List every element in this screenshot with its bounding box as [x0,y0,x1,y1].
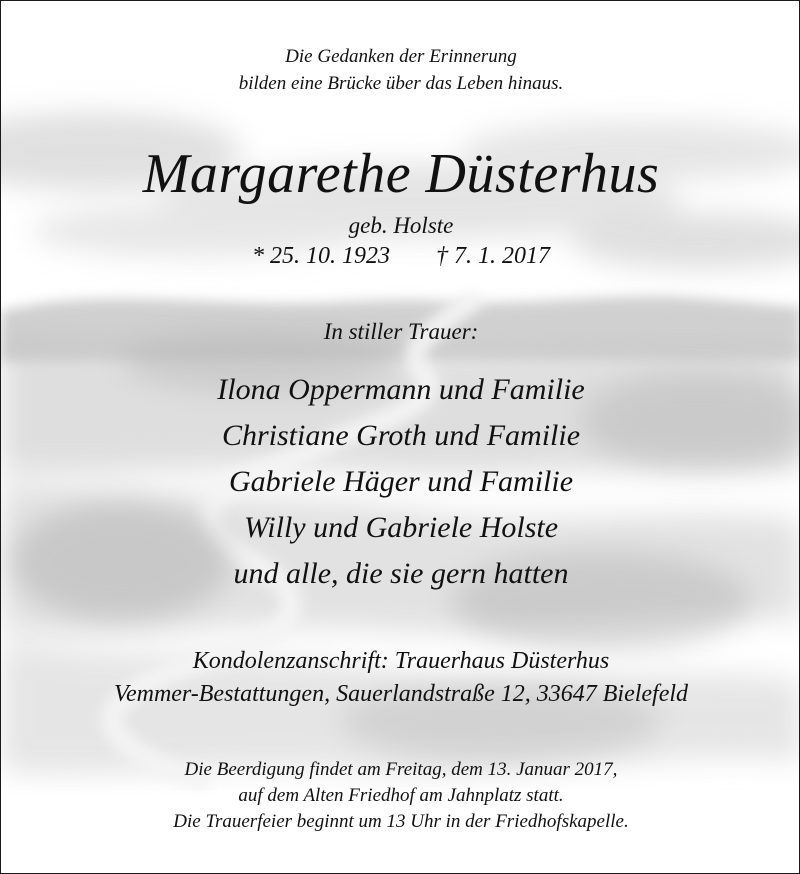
funeral-line-2: auf dem Alten Friedhof am Jahnplatz statt. [238,785,564,806]
funeral-line-1: Die Beerdigung findet am Freitag, dem 13. Januar 2017, [184,759,618,780]
mourner-item: Willy und Gabriele Holste [243,511,559,544]
mourner-item: Ilona Oppermann und Familie [217,373,585,406]
mourner-item: Christiane Groth und Familie [221,419,581,452]
memorial-quote-line-2: bilden eine Brücke über das Leben hinaus. [238,73,564,94]
memorial-quote-line-1: Die Gedanken der Erinnerung [285,46,517,67]
mourning-heading: In stiller Trauer: [323,319,479,344]
funeral-line-3: Die Trauerfeier beginnt um 13 Uhr in der Friedhofskapelle. [173,811,629,832]
mourner-item: und alle, die sie gern hatten [233,557,569,590]
birth-date: * 25. 10. 1923 [252,243,390,269]
condolence-line-1: Kondolenzanschrift: Trauerhaus Düsterhus [192,648,610,674]
deceased-name: Margarethe Düsterhus [142,143,660,205]
life-dates [1,241,800,271]
mourners-list [1,367,800,597]
deceased-birth-name: geb. Holste [348,213,454,238]
death-date: † 7. 1. 2017 [436,243,550,269]
condolence-address [1,645,800,711]
funeral-info [1,757,800,835]
condolence-line-2: Vemmer-Bestattungen, Sauerlandstraße 12, 33647 Bielefeld [113,681,689,707]
mourner-item: Gabriele Häger und Familie [228,465,574,498]
